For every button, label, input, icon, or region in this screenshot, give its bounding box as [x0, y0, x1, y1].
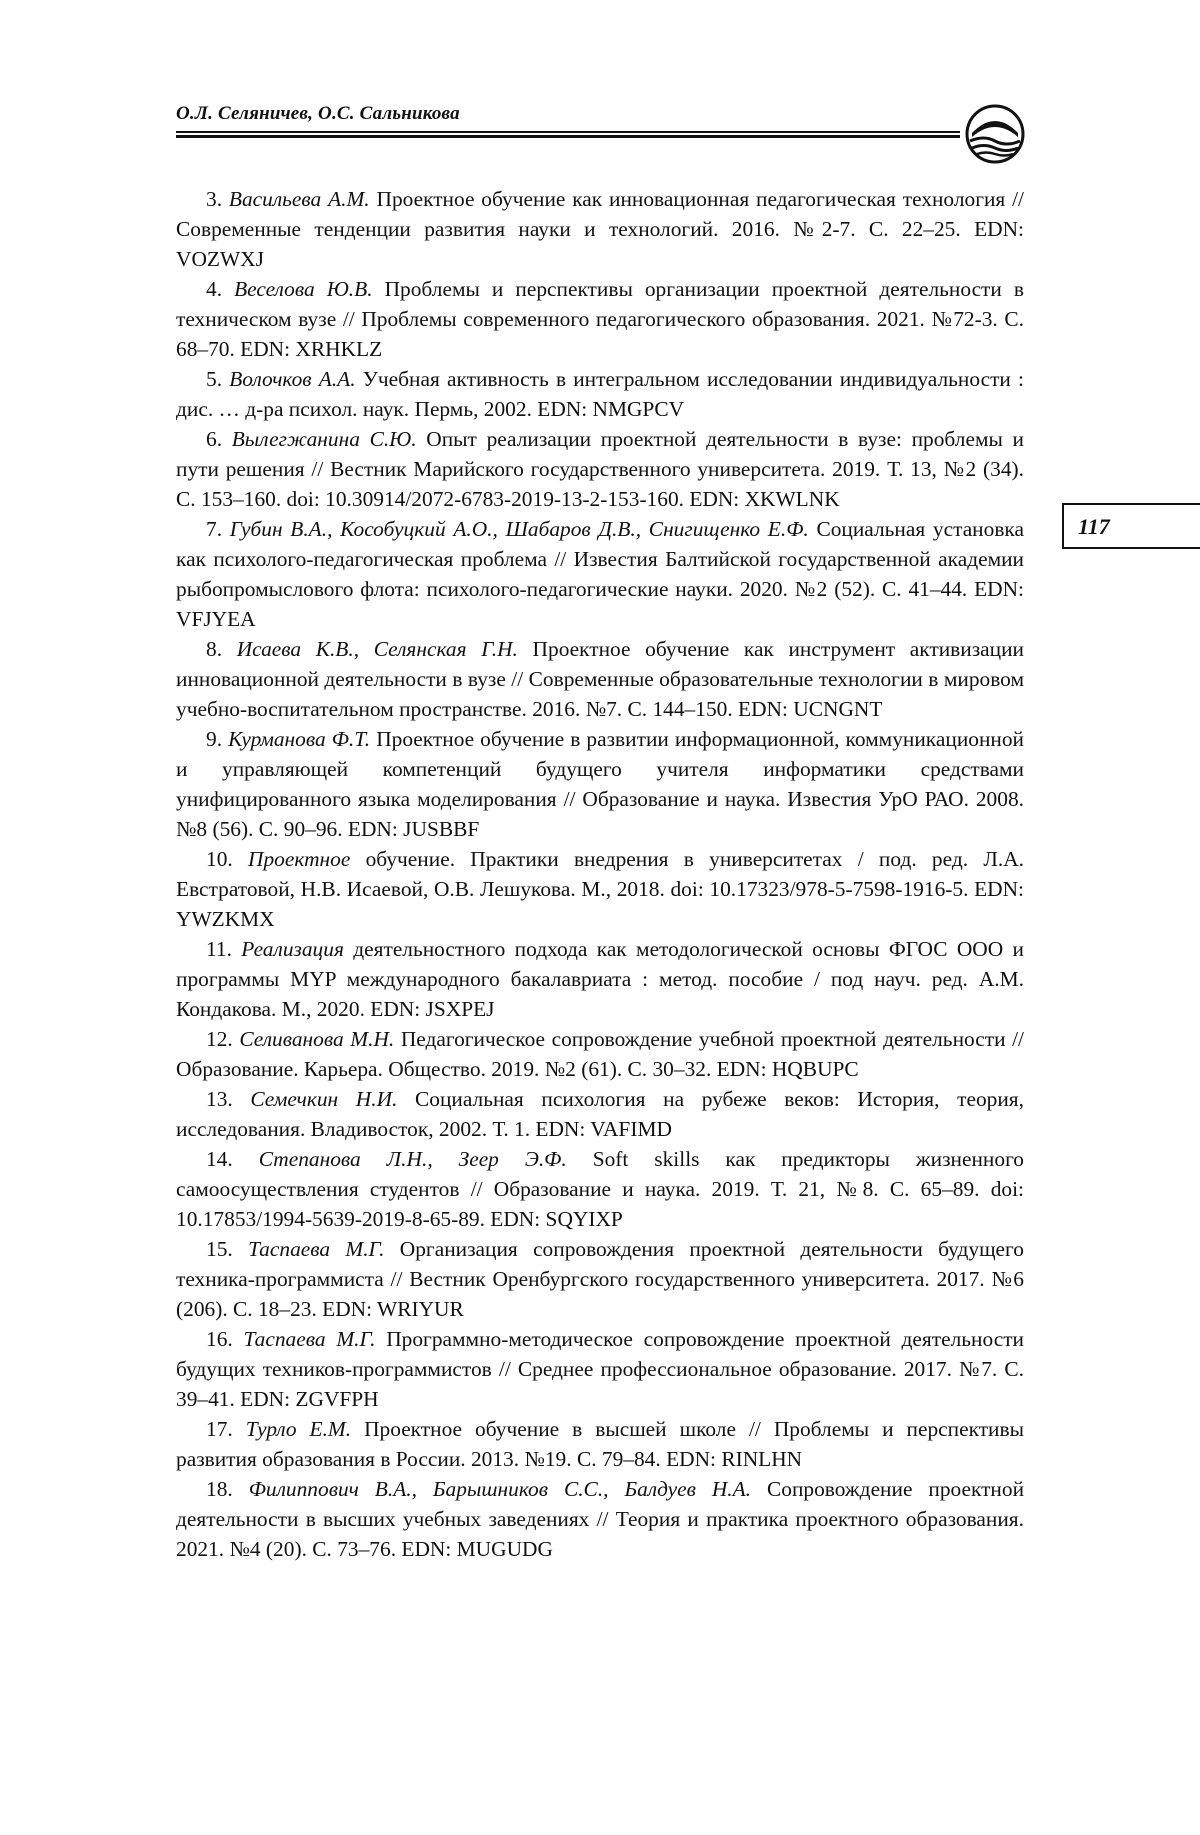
reference-text: Проектное обучение в высшей школе // Проблемы и перспективы развития образования в России. 2013. №19. С. 79–84. EDN: RINLHN	[176, 1417, 1024, 1471]
reference-number: 14.	[206, 1147, 233, 1171]
reference-number: 9.	[206, 727, 223, 751]
page-number-box	[1062, 503, 1200, 549]
reference-text: Проектное обучение как инновационная педагогическая технология // Современные тенденции развития науки и технологий. 2016. №2-7. С. 22–25. EDN: VOZWXJ	[176, 187, 1024, 271]
journal-logo-icon	[964, 103, 1026, 165]
header-rule-thin	[176, 131, 960, 133]
reference-number: 7.	[206, 517, 223, 541]
reference-number: 17.	[206, 1417, 233, 1441]
reference-number: 16.	[206, 1327, 233, 1351]
reference-author: Степанова Л.Н., Зеер Э.Ф.	[258, 1147, 567, 1171]
reference-author: Реализация	[241, 937, 344, 961]
reference-item	[176, 844, 1024, 934]
reference-text: Soft skills как предикторы жизненного самоосуществления студентов // Образование и наука. 2019. Т. 21, №8. С. 65–89. doi: 10.17853/1994-5639-2019-8-65-89. EDN: SQYIXP	[176, 1147, 1024, 1231]
reference-text: деятельностного подхода как методологической основы ФГОС ООО и программы MYP международного бакалавриата : метод. пособие / под науч. ред. А.М. Кондакова. М., 2020. EDN: JSXPEJ	[176, 937, 1024, 1021]
reference-item	[176, 514, 1024, 634]
reference-number: 10.	[206, 847, 233, 871]
reference-number: 11.	[206, 937, 232, 961]
reference-number: 18.	[206, 1477, 233, 1501]
reference-author: Таспаева М.Г.	[243, 1327, 376, 1351]
reference-author: Вылегжанина С.Ю.	[231, 427, 417, 451]
reference-text: Программно-методическое сопровождение проектной деятельности будущих техников-программистов // Среднее профессиональное образование. 2017. №7. С. 39–41. EDN: ZGVFPH	[176, 1327, 1024, 1411]
reference-item	[176, 1324, 1024, 1414]
reference-number: 13.	[206, 1087, 233, 1111]
reference-item	[176, 1084, 1024, 1144]
reference-text: Социальная психология на рубеже веков: История, теория, исследования. Владивосток, 2002. Т. 1. EDN: VAFIMD	[176, 1087, 1024, 1141]
reference-text: Социальная установка как психолого-педагогическая проблема // Известия Балтийской государственной академии рыбопромыслового флота: психолого-педагогические науки. 2020. №2 (52). С. 41–44. EDN: VFJYEA	[176, 517, 1024, 631]
reference-text: Проектное обучение в развитии информационной, коммуникационной и управляющей компетенций будущего учителя информатики средствами унифицированного языка моделирования // Образование и наука. Известия УрО РАО. 2008. №8 (56). С. 90–96. EDN: JUSBBF	[176, 727, 1024, 841]
reference-author: Таспаева М.Г.	[248, 1237, 385, 1261]
reference-text: Сопровождение проектной деятельности в высших учебных заведениях // Теория и практика проектного образования. 2021. №4 (20). С. 73–76. EDN: MUGUDG	[176, 1477, 1025, 1561]
reference-author: Курманова Ф.Т.	[228, 727, 371, 751]
reference-author: Селиванова М.Н.	[239, 1027, 395, 1051]
reference-author: Волочков А.А.	[229, 367, 356, 391]
reference-item	[176, 934, 1024, 1024]
reference-author: Турло Е.М.	[245, 1417, 352, 1441]
reference-item	[176, 1024, 1024, 1084]
header-rule-thick	[176, 135, 960, 138]
reference-author: Веселова Ю.В.	[234, 277, 373, 301]
reference-text: Опыт реализации проектной деятельности в вузе: проблемы и пути решения // Вестник Марийского государственного университета. 2019. Т. 13, №2 (34). С. 153–160. doi: 10.30914/2072-6783-2019-13-2-153-160. EDN: XKWLNK	[176, 427, 1024, 511]
reference-text: Педагогическое сопровождение учебной проектной деятельности // Образование. Карьера. Общество. 2019. №2 (61). С. 30–32. EDN: HQBUPC	[176, 1027, 1024, 1081]
reference-item	[176, 274, 1024, 364]
reference-item	[176, 1144, 1024, 1234]
reference-author: Губин В.А., Кособуцкий А.О., Шабаров Д.В., Снигищенко Е.Ф.	[229, 517, 809, 541]
reference-text: Организация сопровождения проектной деятельности будущего техника-программиста // Вестник Оренбургского государственного университета. 2017. №6 (206). С. 18–23. EDN: WRIYUR	[176, 1237, 1024, 1321]
reference-text: обучение. Практики внедрения в университетах / под. ред. Л.А. Евстратовой, Н.В. Исаевой, О.В. Лешукова. М., 2018. doi: 10.17323/978-5-7598-1916-5. EDN: YWZKMX	[176, 847, 1024, 931]
reference-author: Васильева А.М.	[228, 187, 370, 211]
reference-number: 5.	[206, 367, 223, 391]
reference-item	[176, 634, 1024, 724]
reference-number: 3.	[206, 187, 223, 211]
reference-author: Семечкин Н.И.	[250, 1087, 398, 1111]
reference-number: 4.	[206, 277, 223, 301]
running-head: О.Л. Селяничев, О.С. Сальникова	[176, 103, 460, 124]
page-number: 117	[1078, 514, 1110, 539]
reference-text: Проблемы и перспективы организации проектной деятельности в техническом вузе // Проблемы современного педагогического образования. 2021. №72-3. С. 68–70. EDN: XRHKLZ	[176, 277, 1024, 361]
reference-item	[176, 1234, 1024, 1324]
reference-text: Проектное обучение как инструмент активизации инновационной деятельности в вузе // Современные образовательные технологии в мировом учебно-воспитательном пространстве. 2016. №7. С. 144–150. EDN: UCNGNT	[176, 637, 1024, 721]
reference-item	[176, 424, 1024, 514]
reference-item	[176, 1414, 1024, 1474]
reference-item	[176, 184, 1024, 274]
reference-text: Учебная активность в интегральном исследовании индивидуальности : дис. … д-ра психол. наук. Пермь, 2002. EDN: NMGPCV	[176, 367, 1024, 421]
reference-number: 15.	[206, 1237, 233, 1261]
reference-list	[176, 184, 1024, 1564]
reference-item	[176, 1474, 1024, 1564]
reference-number: 6.	[206, 427, 223, 451]
reference-author: Филиппович В.А., Барышников С.С., Балдуев Н.А.	[248, 1477, 752, 1501]
reference-number: 12.	[206, 1027, 233, 1051]
reference-item	[176, 724, 1024, 844]
reference-author: Исаева К.В., Селянская Г.Н.	[236, 637, 518, 661]
reference-author: Проектное	[248, 847, 351, 871]
reference-item	[176, 364, 1024, 424]
reference-number: 8.	[206, 637, 223, 661]
